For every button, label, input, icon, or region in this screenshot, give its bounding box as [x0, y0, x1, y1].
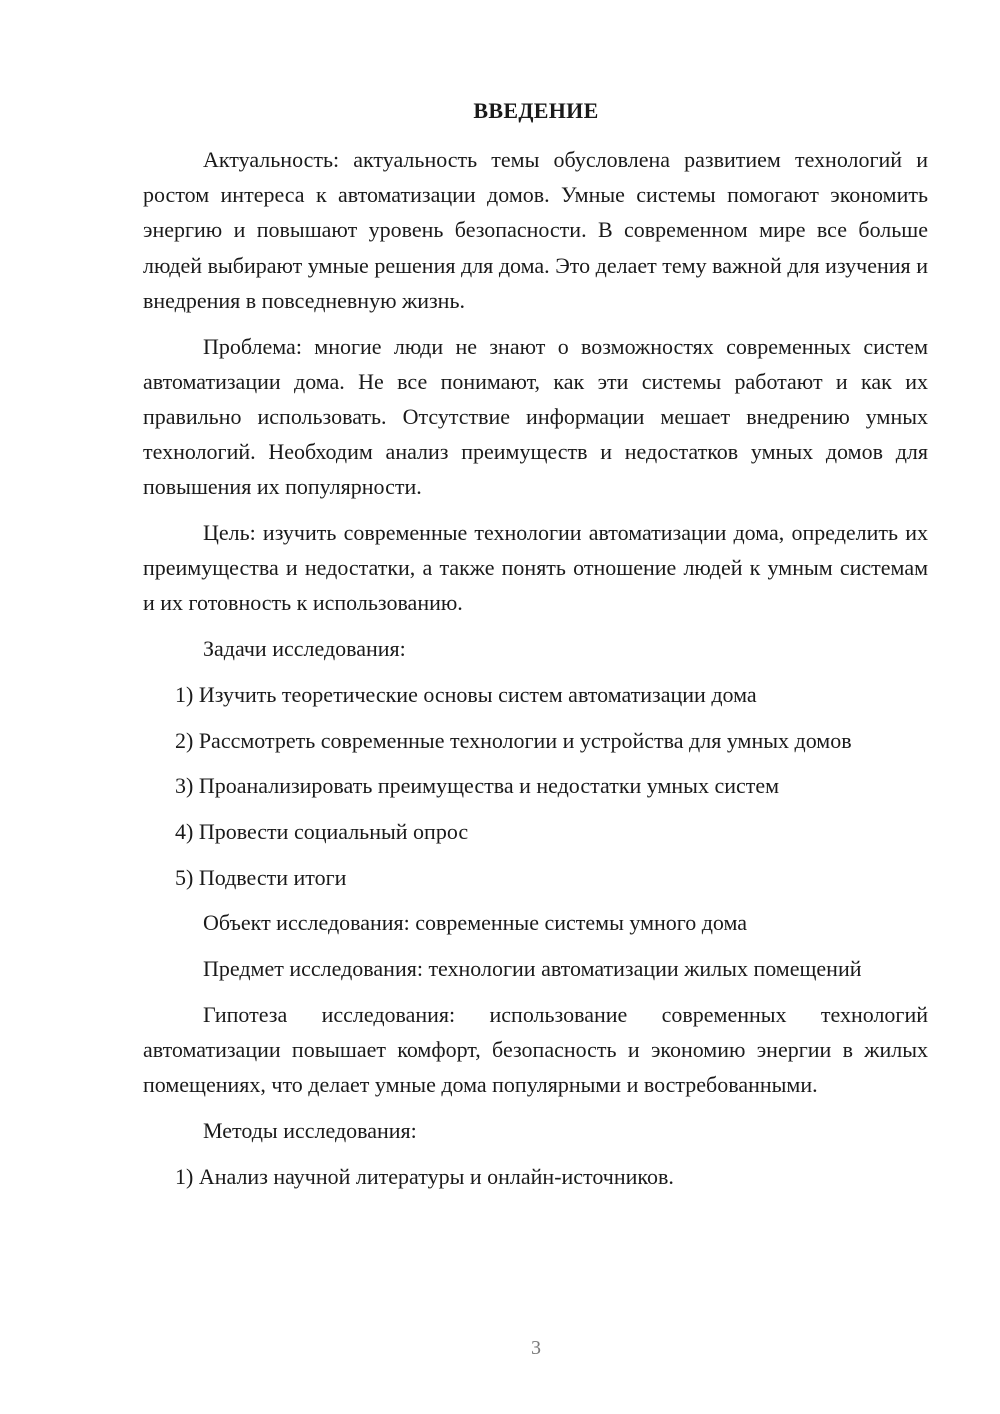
methods-heading: Методы исследования: — [203, 1117, 417, 1143]
task-item: 4) Провести социальный опрос — [175, 818, 469, 844]
task-item: 1) Изучить теоретические основы систем автоматизации дома — [175, 681, 757, 707]
goal-paragraph: Цель: изучить современные технологии автоматизации дома, определить их преимущества и недостатки, а также понять отношение людей к умным системам и их готовность к использованию. — [143, 520, 928, 616]
task-item: 5) Подвести итоги — [175, 864, 347, 890]
subject-paragraph: Предмет исследования: технологии автоматизации жилых помещений — [203, 956, 862, 982]
tasks-heading: Задачи исследования: — [203, 636, 406, 662]
method-item: 1) Анализ научной литературы и онлайн-источников. — [175, 1163, 674, 1189]
section-heading: ВВЕДЕНИЕ — [473, 98, 599, 123]
relevance-paragraph: Актуальность: актуальность темы обусловлена развитием технологий и ростом интереса к автоматизации домов. Умные системы помогают экономить энергию и повышают уровень безопасности. В современном мире все больше людей выбирают умные решения для дома. Это делает тему важной для изучения и внедрения в повседневную жизнь. — [143, 147, 928, 313]
object-paragraph: Объект исследования: современные системы умного дома — [203, 910, 748, 936]
task-item: 3) Проанализировать преимущества и недостатки умных систем — [175, 773, 780, 799]
document-body — [143, 142, 928, 1204]
hypothesis-paragraph: Гипотеза исследования: использование современных технологий автоматизации повышает комфорт, безопасность и экономию энергии в жилых помещениях, что делает умные дома популярными и востребованными. — [143, 1001, 928, 1098]
page-number: 3 — [531, 1337, 541, 1359]
problem-paragraph: Проблема: многие люди не знают о возможностях современных систем автоматизации дома. Не все понимают, как эти системы работают и как их правильно использовать. Отсутствие информации мешает внедрению умных технологий. Необходим анализ преимуществ и недостатков умных домов для повышения их популярности. — [143, 333, 928, 500]
task-item: 2) Рассмотреть современные технологии и устройства для умных домов — [175, 727, 852, 753]
